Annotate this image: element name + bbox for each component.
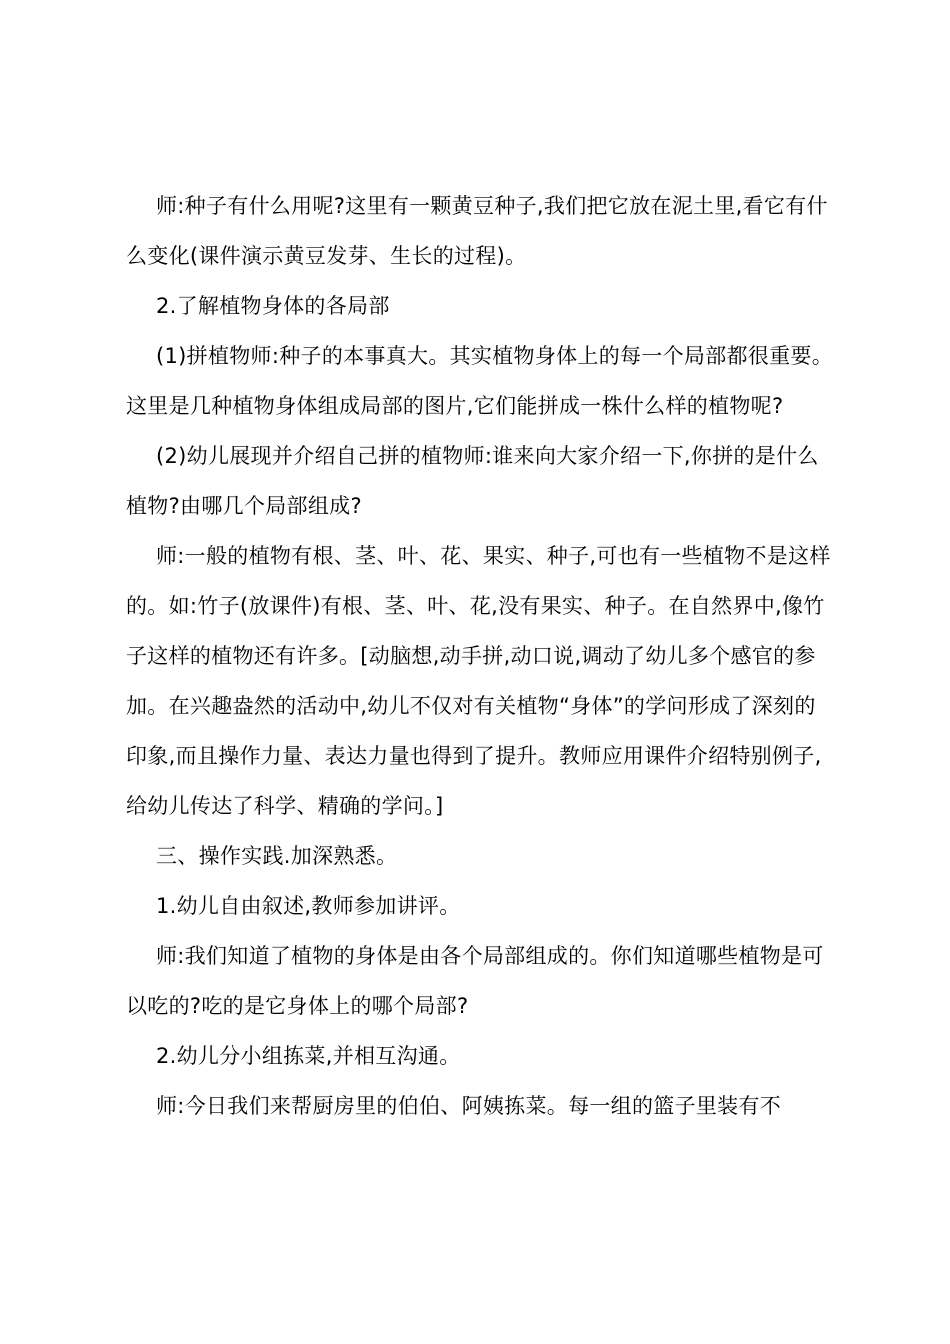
paragraph-free-narration: 1.幼儿自由叙述,教师参加讲评。 xyxy=(156,894,461,918)
paragraph-seed-usage: 师:种子有什么用呢?这里有一颗黄豆种子,我们把它放在泥土里,看它有什么变化(课件演示黄豆发芽、生长的过程)。 xyxy=(126,194,828,268)
document-body xyxy=(126,181,834,1131)
paragraph-section-3-heading: 三、操作实践.加深熟悉。 xyxy=(156,844,398,868)
paragraph-plant-parts: 师:一般的植物有根、茎、叶、花、果实、种子,可也有一些植物不是这样的。如:竹子(放课件)有根、茎、叶、花,没有果实、种子。在自然界中,像竹子这样的植物还有许多。[动脑想,动手拼,动口说,调动了幼儿多个感官的参加。在兴趣盎然的活动中,幼儿不仅对有关植物“身体”的学问形成了深刻的印象,而且操作力量、表达力量也得到了提升。教师应用课件介绍特别例子,给幼儿传达了科学、精确的学问。] xyxy=(126,544,831,818)
paragraph-edible-plants: 师:我们知道了植物的身体是由各个局部组成的。你们知道哪些植物是可以吃的?吃的是它身体上的哪个局部? xyxy=(126,944,824,1018)
paragraph-assemble-plant: (1)拼植物师:种子的本事真大。其实植物身体上的每一个局部都很重要。这里是几种植物身体组成局部的图片,它们能拼成一株什么样的植物呢? xyxy=(126,344,834,418)
paragraph-kitchen-help: 师:今日我们来帮厨房里的伯伯、阿姨拣菜。每一组的篮子里装有不 xyxy=(156,1094,782,1118)
paragraph-section-2-heading: 2.了解植物身体的各局部 xyxy=(156,294,390,318)
paragraph-child-presentation: (2)幼儿展现并介绍自己拼的植物师:谁来向大家介绍一下,你拼的是什么植物?由哪几个局部组成? xyxy=(126,444,819,518)
paragraph-group-vegetables: 2.幼儿分小组拣菜,并相互沟通。 xyxy=(156,1044,461,1068)
